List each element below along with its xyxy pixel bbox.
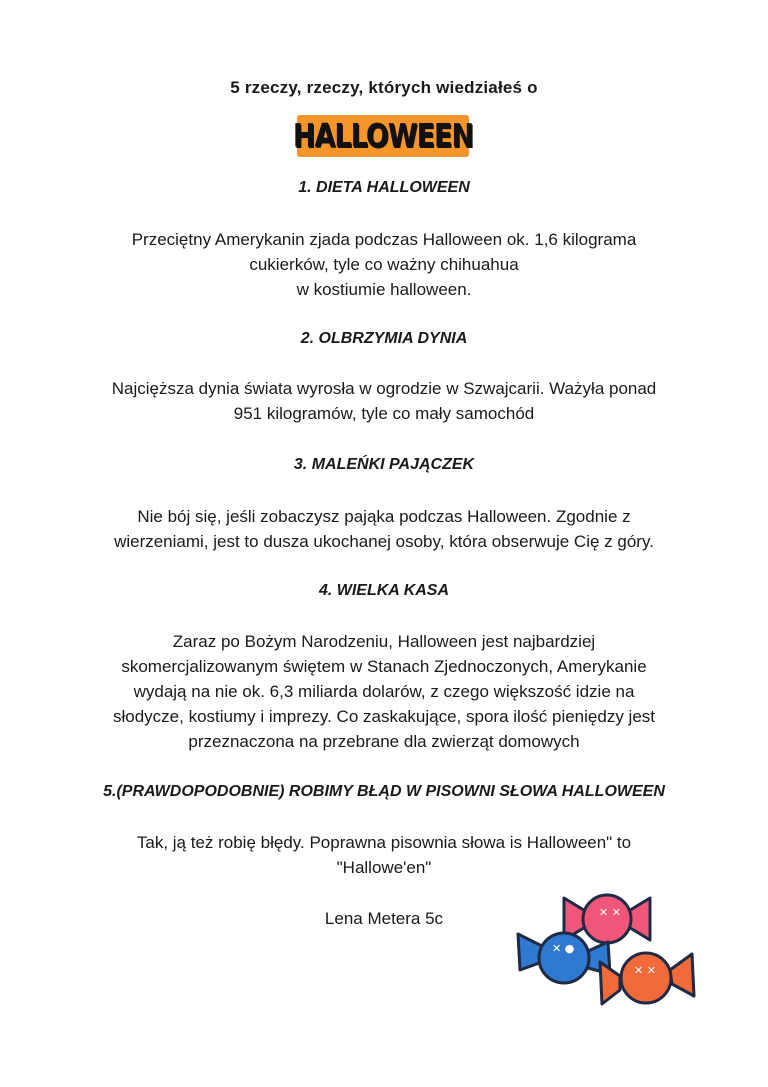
section-1-text: [60, 227, 708, 302]
text-line: 951 kilogramów, tyle co mały samochód: [233, 404, 535, 423]
section-3-heading: 3. MALEŃKI PAJĄCZEK: [293, 456, 475, 473]
svg-text:✕ ✕: ✕ ✕: [599, 906, 621, 919]
section-1-heading: 1. DIETA HALLOWEEN: [298, 179, 470, 196]
section-2-heading: 2. OLBRZYMIA DYNIA: [300, 330, 468, 347]
text-line: skomercjalizowanym świętem w Stanach Zjednoczonych, Amerykanie: [121, 657, 647, 676]
text-line: wydają na nie ok. 6,3 miliarda dolarów, z czego większość idzie na: [133, 682, 635, 701]
svg-text:✕ ●: ✕ ●: [552, 942, 575, 955]
signature: Lena Metera 5c: [324, 909, 444, 928]
text-line: przeznaczona na przebrane dla zwierząt domowych: [188, 732, 580, 751]
page-title: 5 rzeczy, rzeczy, których wiedziałeś o: [230, 78, 538, 97]
text-line: Nie bój się, jeśli zobaczysz pająka podczas Halloween. Zgodnie z: [137, 507, 631, 526]
section-3-text: [60, 504, 708, 554]
orange-candy-icon: [600, 953, 694, 1004]
text-line: "Hallowe'en": [336, 858, 432, 877]
text-line: słodycze, kostiumy i imprezy. Co zaskakujące, spora ilość pieniędzy jest: [112, 707, 655, 726]
section-4-text: [60, 629, 708, 754]
halloween-logo-text: HALLOWEEN: [292, 117, 474, 155]
section-4-heading: 4. WIELKA KASA: [318, 582, 450, 599]
text-line: Zaraz po Bożym Narodzeniu, Halloween jest najbardziej: [172, 632, 596, 651]
text-line: Przeciętny Amerykanin zjada podczas Halloween ok. 1,6 kilograma: [131, 230, 637, 249]
text-line: cukierków, tyle co ważny chihuahua: [249, 255, 519, 274]
section-5-heading: 5.(PRAWDOPODOBNIE) ROBIMY BŁĄD W PISOWNI SŁOWA HALLOWEEN: [103, 783, 665, 800]
candies-icon: [512, 884, 702, 1034]
text-line: Tak, ją też robię błędy. Poprawna pisownia słowa is Halloween" to: [136, 833, 632, 852]
text-line: wierzeniami, jest to dusza ukochanej osoby, która obserwuje Cię z góry.: [114, 532, 654, 551]
section-5-text: [60, 830, 708, 880]
halloween-logo: [292, 115, 474, 157]
text-line: w kostiumie halloween.: [296, 280, 472, 299]
svg-text:✕ ✕: ✕ ✕: [634, 964, 656, 977]
text-line: Najcięższa dynia świata wyrosła w ogrodzie w Szwajcarii. Ważyła ponad: [111, 379, 657, 398]
section-2-text: [60, 376, 708, 426]
